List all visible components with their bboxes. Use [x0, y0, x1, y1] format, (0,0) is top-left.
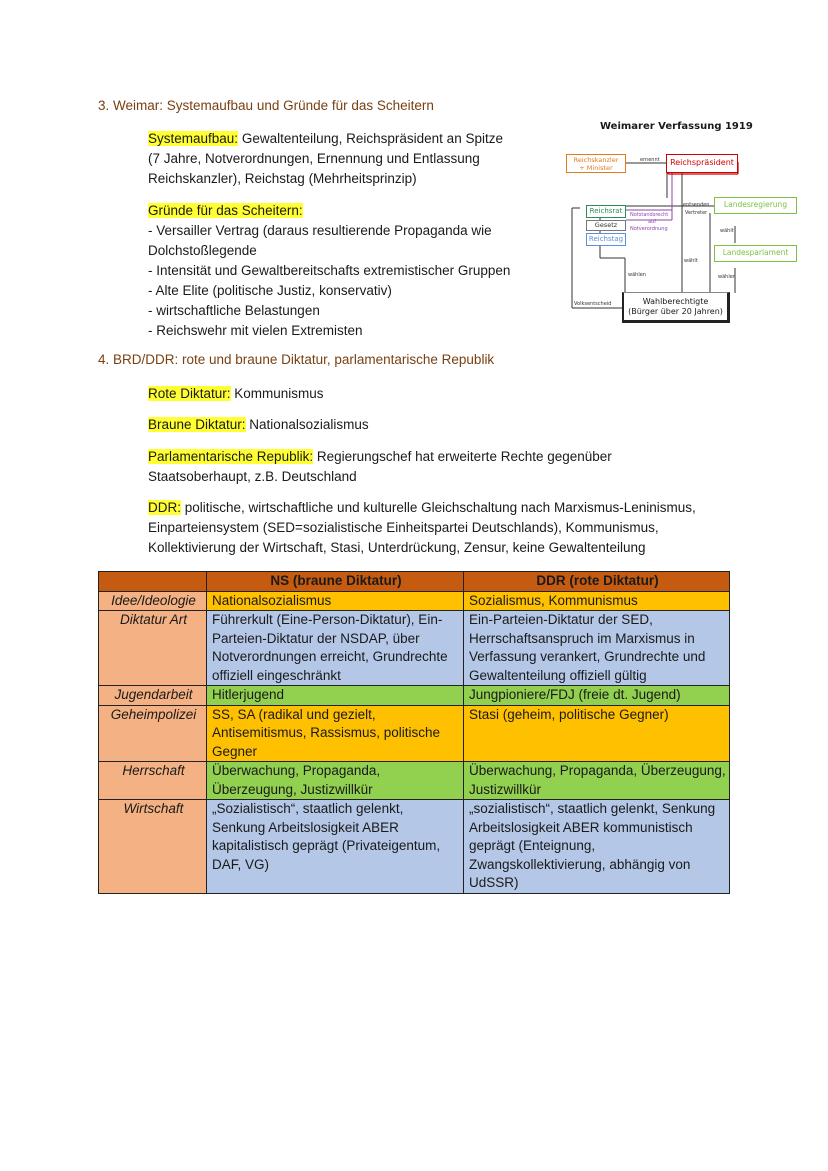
- waehlen-label-1: wählen: [628, 272, 646, 278]
- reichskanzler-box: Reichskanzler + Minister: [566, 154, 626, 173]
- ddr-label: DDR:: [148, 500, 181, 515]
- notverordnung-label: Notverordnung: [630, 226, 668, 232]
- gruende-item: - Alte Elite (politische Justiz, konservativ): [148, 283, 392, 298]
- gruende-label: Gründe für das Scheitern:: [148, 203, 303, 218]
- header-cell-ddr: DDR (rote Diktatur): [464, 572, 730, 592]
- parlamentarische-republik-paragraph: [148, 447, 708, 487]
- ddr-cell: Sozialismus, Kommunismus: [464, 591, 730, 611]
- reichstag-box: Reichstag: [586, 233, 626, 246]
- table-row: [99, 705, 730, 762]
- notstandsrecht-label: Notstandsrecht: [630, 212, 669, 218]
- gruende-item: - Reichswehr mit vielen Extremisten: [148, 323, 363, 338]
- wahlberechtigte-line-2: (Bürger über 20 Jahren): [628, 307, 723, 316]
- systemaufbau-label: Systemaufbau:: [148, 131, 239, 146]
- ddr-cell: Jungpioniere/FDJ (freie dt. Jugend): [464, 686, 730, 706]
- comparison-table: [98, 571, 730, 894]
- table-header-row: [99, 572, 730, 592]
- ddr-line-3: Kollektivierung der Wirtschaft, Stasi, Unterdrückung, Zensur, keine Gewaltenteilung: [148, 540, 646, 555]
- parl-line-1: Regierungschef hat erweiterte Rechte gegenüber: [313, 449, 612, 464]
- weimar-constitution-diagram: [560, 118, 789, 330]
- rote-diktatur-line: [148, 384, 324, 404]
- ns-cell: Nationalsozialismus: [207, 591, 464, 611]
- table-row: [99, 686, 730, 706]
- row-label: Diktatur Art: [99, 611, 207, 686]
- row-label: Herrschaft: [99, 762, 207, 800]
- ns-cell: Hitlerjugend: [207, 686, 464, 706]
- systemaufbau-paragraph: [148, 129, 548, 189]
- systemaufbau-line-2: (7 Jahre, Notverordnungen, Ernennung und Entlassung: [148, 151, 480, 166]
- systemaufbau-line-1: Gewaltenteilung, Reichspräsident an Spitze: [238, 131, 503, 146]
- auf-label: auf: [648, 219, 656, 225]
- gruende-item: - Intensität und Gewaltbereitschafts extremistischer Gruppen: [148, 263, 511, 278]
- row-label: Wirtschaft: [99, 800, 207, 894]
- table-row: [99, 611, 730, 686]
- row-label: Idee/Ideologie: [99, 591, 207, 611]
- header-cell-ns: NS (braune Diktatur): [207, 572, 464, 592]
- waehlen-label-2: wählen: [718, 274, 736, 280]
- waehlt-label-1: wählt: [720, 228, 734, 234]
- landesregierung-box: Landesregierung: [714, 197, 797, 214]
- vertreter-label: Vertreter: [685, 210, 708, 216]
- ddr-paragraph: [148, 498, 768, 558]
- gruende-item: - Versailler Vertrag (daraus resultierende Propaganda wie: [148, 223, 492, 238]
- gesetz-box: Gesetz: [586, 220, 626, 231]
- gruende-item: Dolchstoßlegende: [148, 243, 257, 258]
- reichspraesident-box: Reichspräsident: [666, 154, 738, 173]
- reichsrat-box: Reichsrat: [586, 205, 626, 218]
- landesparlament-box: Landesparlament: [714, 245, 797, 262]
- parl-line-2: Staatsoberhaupt, z.B. Deutschland: [148, 469, 357, 484]
- table-row: [99, 591, 730, 611]
- section-4-heading: 4. BRD/DDR: rote und braune Diktatur, parlamentarische Republik: [98, 352, 495, 367]
- ns-cell: SS, SA (radikal und gezielt, Antisemitismus, Rassismus, politische Gegner: [207, 705, 464, 762]
- row-label: Geheimpolizei: [99, 705, 207, 762]
- volksentscheid-label: Volksentscheid: [574, 301, 612, 307]
- row-label: Jugendarbeit: [99, 686, 207, 706]
- ns-cell: Führerkult (Eine-Person-Diktatur), Ein-Parteien-Diktatur der NSDAP, über Notverordnungen erreicht, Grundrechte offiziell eingeschränkt: [207, 611, 464, 686]
- gruende-list: [148, 201, 548, 341]
- ns-cell: Überwachung, Propaganda, Überzeugung, Justizwillkür: [207, 762, 464, 800]
- ddr-line-2: Einparteiensystem (SED=sozialistische Einheitspartei Deutschlands), Kommunismus,: [148, 520, 659, 535]
- rote-diktatur-text: Kommunismus: [230, 386, 324, 401]
- braune-diktatur-label: Braune Diktatur:: [148, 417, 246, 432]
- systemaufbau-line-3: Reichskanzler), Reichstag (Mehrheitsprinzip): [148, 171, 417, 186]
- ddr-cell: „sozialistisch“, staatlich gelenkt, Senkung Arbeitslosigkeit ABER kommunistisch geprägt (Enteignung, Zwangskollektivierung, abhängig von UdSSR): [464, 800, 730, 894]
- ddr-cell: Ein-Parteien-Diktatur der SED, Herrschaftsanspruch im Marxismus in Verfassung verankert, Grundrechte und Gewaltenteilung offiziell gültig: [464, 611, 730, 686]
- ernennt-label: ernennt: [640, 157, 660, 163]
- header-cell-empty: [99, 572, 207, 592]
- braune-diktatur-line: [148, 415, 369, 435]
- ns-cell: „Sozialistisch“, staatlich gelenkt, Senkung Arbeitslosigkeit ABER kapitalistisch geprägt (Privateigentum, DAF, VG): [207, 800, 464, 894]
- diagram-title: Weimarer Verfassung 1919: [600, 121, 753, 132]
- entsenden-label: entsenden: [683, 202, 710, 208]
- braune-diktatur-text: Nationalsozialismus: [245, 417, 369, 432]
- ddr-line-1: politische, wirtschaftliche und kulturelle Gleichschaltung nach Marxismus-Leninismus,: [181, 500, 696, 515]
- rote-diktatur-label: Rote Diktatur:: [148, 386, 231, 401]
- gruende-item: - wirtschaftliche Belastungen: [148, 303, 320, 318]
- wahlberechtigte-line-1: Wahlberechtigte: [642, 297, 709, 306]
- table-row: [99, 762, 730, 800]
- parlamentarische-republik-label: Parlamentarische Republik:: [148, 449, 314, 464]
- wahlberechtigte-box: [622, 292, 730, 323]
- ddr-cell: Überwachung, Propaganda, Überzeugung, Justizwillkür: [464, 762, 730, 800]
- section-3-heading: 3. Weimar: Systemaufbau und Gründe für das Scheitern: [98, 98, 434, 113]
- waehlt-label-2: wählt: [684, 258, 698, 264]
- table-row: [99, 800, 730, 894]
- ddr-cell: Stasi (geheim, politische Gegner): [464, 705, 730, 762]
